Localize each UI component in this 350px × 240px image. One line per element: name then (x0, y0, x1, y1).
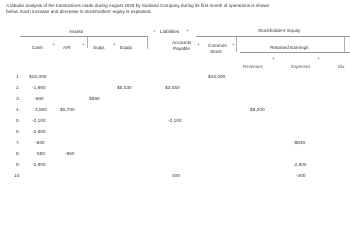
row-number: 3. (16, 97, 21, 102)
op-cs-re: + (232, 43, 235, 48)
col-supp: Supp. (93, 45, 106, 50)
op-cash-ar: + (52, 43, 55, 48)
row-number: 10. (14, 174, 21, 179)
divider-ar-supp (87, 37, 88, 48)
op-rev-exp: + (272, 57, 275, 62)
retained-earnings-underline (240, 52, 350, 53)
cell-cash: $16,000 (29, 75, 47, 80)
intro-line-2: below. Each increase and decrease in stockholders' equity is explained. (6, 9, 152, 14)
op-ar-supp: + (82, 43, 85, 48)
retained-earnings-header: Retained Earnings (270, 45, 309, 50)
col-ap-line2: Payable (173, 46, 190, 51)
cell-exp: -400 (296, 174, 306, 179)
col-revenues: Revenues (243, 64, 263, 69)
cell-exp: -$830 (293, 141, 306, 146)
row-number: 7. (16, 141, 21, 146)
assets-underline (20, 36, 148, 37)
col-cs-line1: Common (208, 43, 228, 48)
divider-re-right (344, 37, 345, 52)
cell-exp: -2,800 (293, 163, 307, 168)
cell-cash: 3,500 (35, 108, 48, 113)
op-exp-div: + (317, 57, 320, 62)
row-number: 4. (16, 108, 21, 113)
row-number: 5. (16, 119, 21, 124)
cell-ap: 400 (172, 174, 181, 179)
equals-operator: = (153, 29, 156, 34)
row-number: 8. (16, 152, 21, 157)
cell-cash: -2,100 (32, 119, 46, 124)
col-div: Div. (338, 64, 346, 69)
op-supp-equip: + (113, 43, 116, 48)
cell-ap: -2,100 (168, 119, 182, 124)
cell-ar: $5,700 (60, 108, 75, 113)
row-number: 2. (16, 86, 21, 91)
cell-equip: $5,030 (117, 86, 132, 91)
cell-ap: $3,050 (165, 86, 180, 91)
cell-supp: $580 (89, 97, 100, 102)
col-cs-line2: Stock (210, 49, 222, 54)
cell-cash: -1,980 (32, 86, 46, 91)
col-equip: Equip. (120, 45, 134, 50)
row-number: 9. (16, 163, 21, 168)
row-number: 6. (16, 130, 21, 135)
divider-equip-ap (147, 37, 148, 49)
cell-cash: -2,500 (32, 130, 46, 135)
plus-operator-header: + (186, 29, 189, 34)
col-expenses: Expenses (291, 64, 311, 69)
divider-cs-re (236, 37, 237, 52)
cell-cs: $16,000 (208, 75, 226, 80)
cell-rev: $9,200 (250, 108, 265, 113)
intro-line-1: A tabular analysis of the transactions made during August 2025 by Sunland Company during its first month of operations is shown (6, 3, 270, 8)
col-ar: A/R (63, 45, 71, 50)
cell-cash: 550 (37, 152, 46, 157)
stockholders-equity-header: Stockholders' Equity (258, 28, 301, 33)
row-number: 1. (16, 75, 21, 80)
op-ap-cs: + (197, 43, 200, 48)
cell-ar: -550 (65, 152, 75, 157)
cell-cash: -830 (35, 141, 45, 146)
cell-cash: -2,800 (32, 163, 46, 168)
equity-underline (196, 36, 350, 37)
assets-header: Assets (69, 29, 84, 34)
cell-cash: -580 (34, 97, 44, 102)
col-cash: Cash (32, 45, 43, 50)
col-ap-line1: Accounts (172, 40, 192, 45)
liabilities-header: Liabilities (160, 29, 180, 34)
